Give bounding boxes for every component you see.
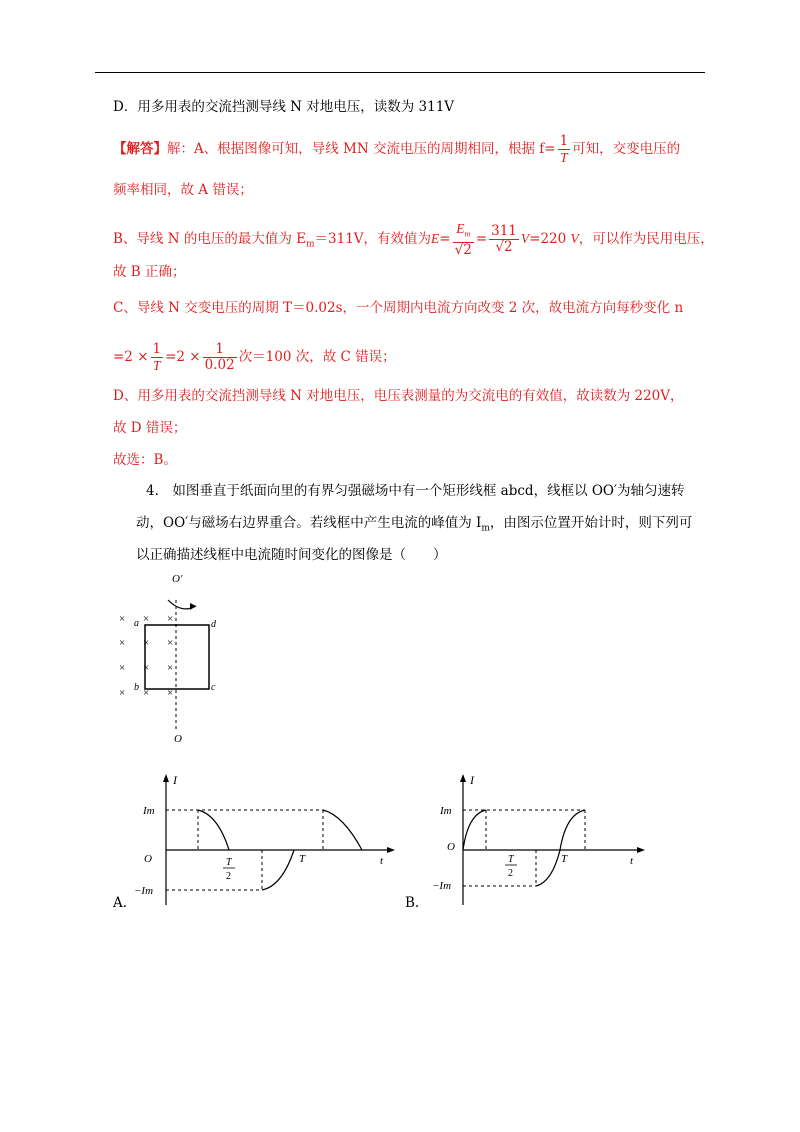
svg-text:×: × <box>143 613 150 625</box>
svg-text:×: × <box>167 613 174 625</box>
svg-text:×: × <box>167 662 174 674</box>
origin-label: O <box>447 841 455 853</box>
half-t-den: 2 <box>508 868 513 879</box>
half-t-num: T <box>226 857 232 868</box>
half-t-num: T <box>508 854 514 865</box>
fraction-em-over-sqrt2: $\frac{E_m}{√2}$ <box>454 221 472 258</box>
question-line-3: 以正确描述线框中电流随时间变化的图像是（ ） <box>136 547 447 563</box>
magnetic-field-crosses <box>119 613 173 699</box>
y-label: I <box>173 773 177 787</box>
x-label: t <box>630 855 634 867</box>
origin-label: O <box>144 853 152 865</box>
question-line-1: 4. 如图垂直于纸面向里的有界匀强磁场中有一个矩形线框 abcd，线框以 OO′为轴匀速转 <box>146 483 685 499</box>
answer-line-4: 故 B 正确； <box>113 264 186 280</box>
neg-im-label: −Im <box>432 880 452 892</box>
label-a: a <box>134 618 139 629</box>
label-c: c <box>211 682 216 693</box>
y-label: I <box>470 773 474 787</box>
answer-line-5: C、导线 N 交变电压的周期 T＝0.02s，一个周期内电流方向改变 2 次，故电流方向每秒变化 n <box>113 300 684 316</box>
label-o-bottom: O <box>174 733 182 745</box>
fraction-1-over-T: $\frac{1}{T}$ <box>559 133 569 165</box>
curve-segment-1 <box>463 810 486 850</box>
svg-text:×: × <box>143 687 150 699</box>
answer-line-7: D、用多用表的交流挡测导线 N 对地电压，电压表测量的为交流电的有效值，故读数为 220V， <box>113 388 684 404</box>
coil-abcd <box>145 625 209 689</box>
curve-segment-2 <box>262 850 294 890</box>
answer-line-6: =2 × $\frac{1}{T}$ =2 × $\frac{1}{0.02}$ 次＝100 次，故 C 错误； <box>113 341 396 373</box>
option-d: D．用多用表的交流挡测导线 N 对地电压，读数为 311V <box>113 99 455 115</box>
label-d: d <box>211 619 216 630</box>
svg-text:×: × <box>119 637 126 649</box>
answer-line-2: 频率相同，故 A 错误； <box>113 182 253 198</box>
t-label: T <box>299 853 306 865</box>
graph-b <box>410 770 660 910</box>
fraction-311-over-sqrt2: $\frac{311}{√2}$ <box>491 222 517 255</box>
label-b: b <box>134 682 139 693</box>
t-label: T <box>561 853 568 865</box>
im-label: Im <box>143 805 155 817</box>
question-line-2: 动，OO′与磁场右边界重合。若线框中产生电流的峰值为 $I_m$，由图示位置开始计时，则下列可 <box>136 515 693 534</box>
svg-text:×: × <box>143 662 150 674</box>
answer-line-9: 故选：B。 <box>113 452 177 468</box>
half-t-den: 2 <box>226 871 231 882</box>
curve-segment-1 <box>198 810 229 850</box>
answer-line-1: 【解答】解：A、根据图像可知，导线 MN 交流电压的周期相同，根据 f= $\frac{1}{T}$ 可知，交变电压的 <box>113 133 681 165</box>
graph-b-label: B. <box>405 895 420 911</box>
svg-text:×: × <box>167 637 174 649</box>
label-o-top: O′ <box>172 573 183 585</box>
neg-im-label: −Im <box>134 885 154 897</box>
svg-text:×: × <box>119 662 126 674</box>
x-label: t <box>380 855 384 867</box>
curve-segment-3 <box>560 810 585 850</box>
answer-tag: 【解答】 <box>113 141 167 157</box>
svg-text:×: × <box>143 637 150 649</box>
coil-figure <box>110 570 230 750</box>
rotation-arrowhead <box>190 603 196 610</box>
curve-segment-2 <box>536 850 560 886</box>
fraction-1-over-T: $\frac{1}{T}$ <box>152 341 162 373</box>
answer-line-3: B、导线 N 的电压的最大值为 $E_m=311V$，有效值为E= $\frac{E_m}{√2}$ = $\frac{311}{√2}$ V=220 V，可以作为民用电压， <box>113 221 714 258</box>
svg-text:×: × <box>119 687 126 699</box>
graph-a <box>110 770 410 910</box>
answer-line-8: 故 D 错误； <box>113 420 187 436</box>
graph-a-label: A. <box>113 895 128 911</box>
svg-text:×: × <box>167 687 174 699</box>
fraction-1-over-0.02: $\frac{1}{0.02}$ <box>204 341 235 373</box>
curve-segment-3 <box>323 810 362 850</box>
im-label: Im <box>440 805 452 817</box>
header-rule <box>95 72 705 73</box>
svg-text:×: × <box>119 613 126 625</box>
